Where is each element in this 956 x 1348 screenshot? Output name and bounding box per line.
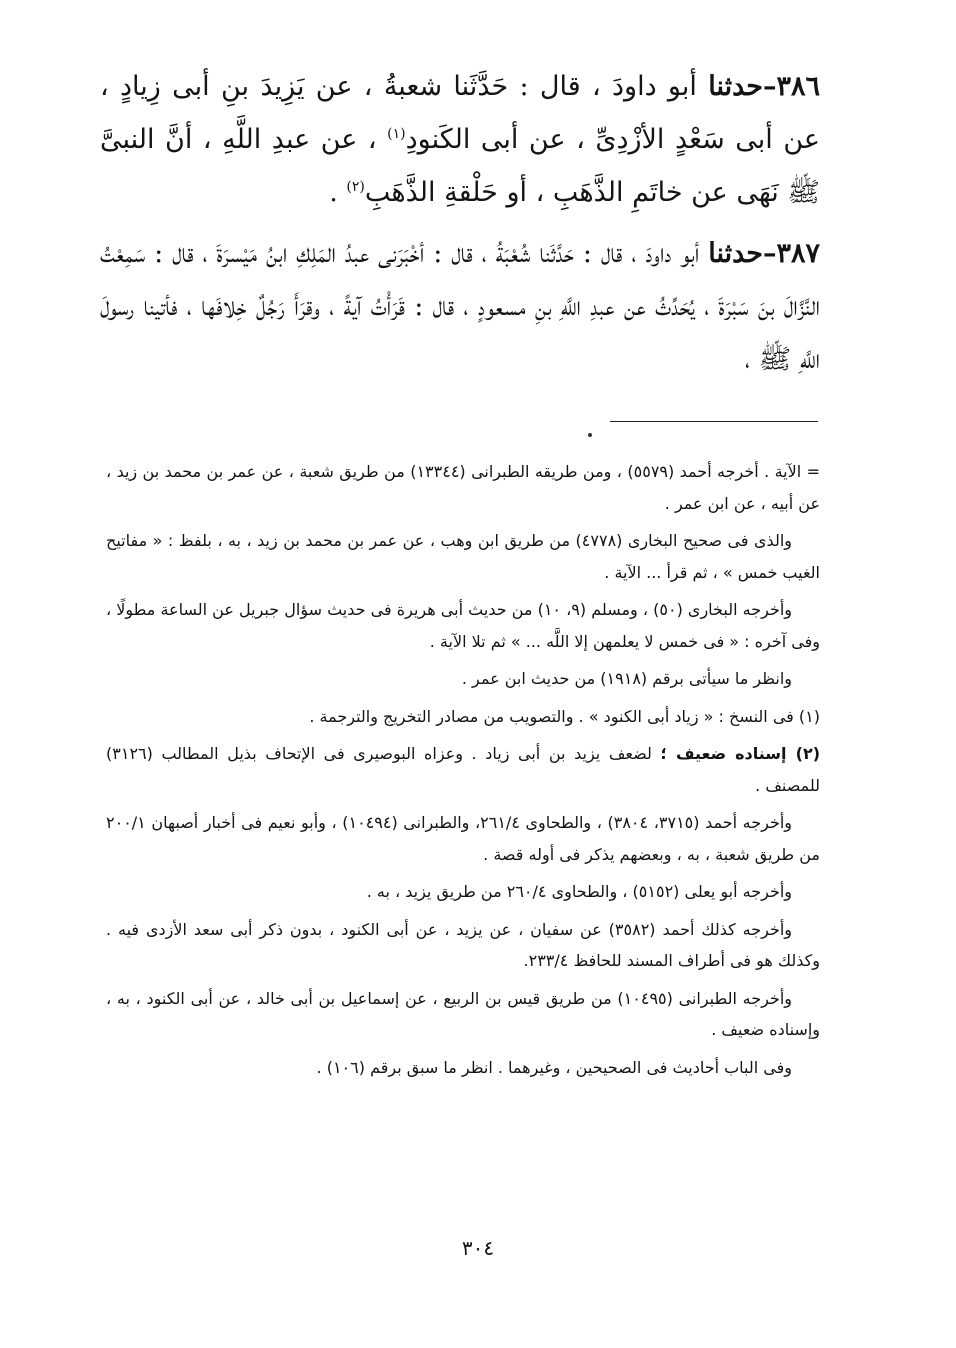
footnote-paragraph: والذى فى صحيح البخارى (٤٧٧٨) من طريق ابن وهب ، عن عمر بن محمد بن زيد ، به ، بلفظ : « مفاتيح الغيب خمس » ، ثم قرأ ... الآية . <box>106 531 820 582</box>
narration-lead: حدثنا <box>708 238 763 269</box>
hadith-number: ٣٨٦– <box>762 71 820 102</box>
hadith-387 <box>100 227 820 386</box>
hadith-text: أبو داودَ ، قال : حَدَّثَنا شعبةُ ، عن يَزِيدَ بنِ أبى زِيادٍ ، عن أبى سَعْدٍ الأزْدِىِّ ، عن أبى الكَنودِ <box>100 71 820 155</box>
footnote-paragraph: وأخرجه كذلك أحمد (٣٥٨٢) عن سفيان ، عن يزيد ، عن أبى الكنود ، بدون ذكر أبى سعد الأزدى فيه . وكذلك هو فى أطراف المسند للحافظ ٢٣٣/٤. <box>106 919 820 970</box>
footnote-1: (١) فى النسخ : « زياد أبى الكنود » . والتصويب من مصادر التخريج والترجمة . <box>309 706 820 726</box>
hadith-number: ٣٨٧– <box>762 238 820 269</box>
hadith-386 <box>100 60 820 219</box>
footnote-continuation: = الآية . أخرجه أحمد (٥٥٧٩) ، ومن طريقه الطبرانى (١٣٣٤٤) من طريق شعبة ، عن عمر بن محمد بن زيد ، عن أبيه ، عن ابن عمر . <box>106 462 820 513</box>
footnote-paragraph: وأخرجه البخارى (٥٠) ، ومسلم (٩، ١٠) من حديث أبى هريرة فى حديث سؤال جبريل عن الساعة مطولًا ، وفى آخره : « فى خمس لا يعلمهن إلا اللَّه ... » ثم تلا الآية . <box>106 600 820 651</box>
page-number: ٣٠٤ <box>461 1236 495 1260</box>
footnote-marker-2: (٢) <box>346 179 365 195</box>
footnote-paragraph: وأخرجه أبو يعلى (٥١٥٢) ، والطحاوى ٢٦٠/٤ من طريق يزيد ، به . <box>366 882 792 901</box>
hadith-text: ، عن عبدِ اللَّهِ ، أنَّ النبىَّ ﷺ نَهَى عن خاتَمِ الذَّهَبِ ، أو حَلْقةِ الذَّهَبِ <box>100 124 820 208</box>
footnote-2 <box>106 738 820 801</box>
footnote-2-label: (٢) إسناده ضعيف ؛ <box>660 744 821 763</box>
footnotes <box>106 456 820 1089</box>
footnote-paragraph: وانظر ما سيأتى برقم (١٩١٨) من حديث ابن عمر . <box>461 669 792 688</box>
footnote-2-text: لضعف يزيد بن أبى زياد . وعزاه البوصيرى فى الإتحاف بذيل المطالب (٣١٢٦) للمصنف . <box>106 744 820 795</box>
footnote-divider <box>610 421 818 422</box>
footnote-paragraph: وأخرجه الطبرانى (١٠٤٩٥) من طريق قيس بن الربيع ، عن إسماعيل بن أبى خالد ، عن أبى الكنود ، به ، وإسناده ضعيف . <box>106 988 820 1039</box>
narration-lead: حدثنا <box>708 71 763 102</box>
stray-dot <box>588 433 592 437</box>
hadith-text: . <box>329 177 347 208</box>
footnote-marker-1: (١) <box>387 126 406 142</box>
hadith-text: أبو داودَ ، قال : حَدَّثَنا شُعْبَةُ ، قال : أخْبَرَنى عبدُ المَلِكِ ابنُ مَيْسرَةَ ، قال : سَمِعْتُ النَّزَّالَ بنَ سَبْرَةَ ، يُحَدِّثُ عن عبدِ اللَّهِ بنِ مسعودٍ ، قال : قَرَأْتُ آيةً ، وقرَأَ رَجُلٌ خِلافَها ، فأتينا رسولَ اللَّهِ ﷺ ، <box>100 238 820 375</box>
footnote-paragraph: وفى الباب أحاديث فى الصحيحين ، وغيرهما . انظر ما سبق برقم (١٠٦) . <box>316 1057 792 1077</box>
main-text <box>100 60 820 394</box>
footnote-paragraph: وأخرجه أحمد (٣٧١٥، ٣٨٠٤) ، والطحاوى ٢٦١/٤، والطبرانى (١٠٤٩٤) ، وأبو نعيم فى أخبار أصبهان ٢٠٠/١ من طريق شعبة ، به ، وبعضهم يذكر فى أوله قصة . <box>106 813 820 864</box>
